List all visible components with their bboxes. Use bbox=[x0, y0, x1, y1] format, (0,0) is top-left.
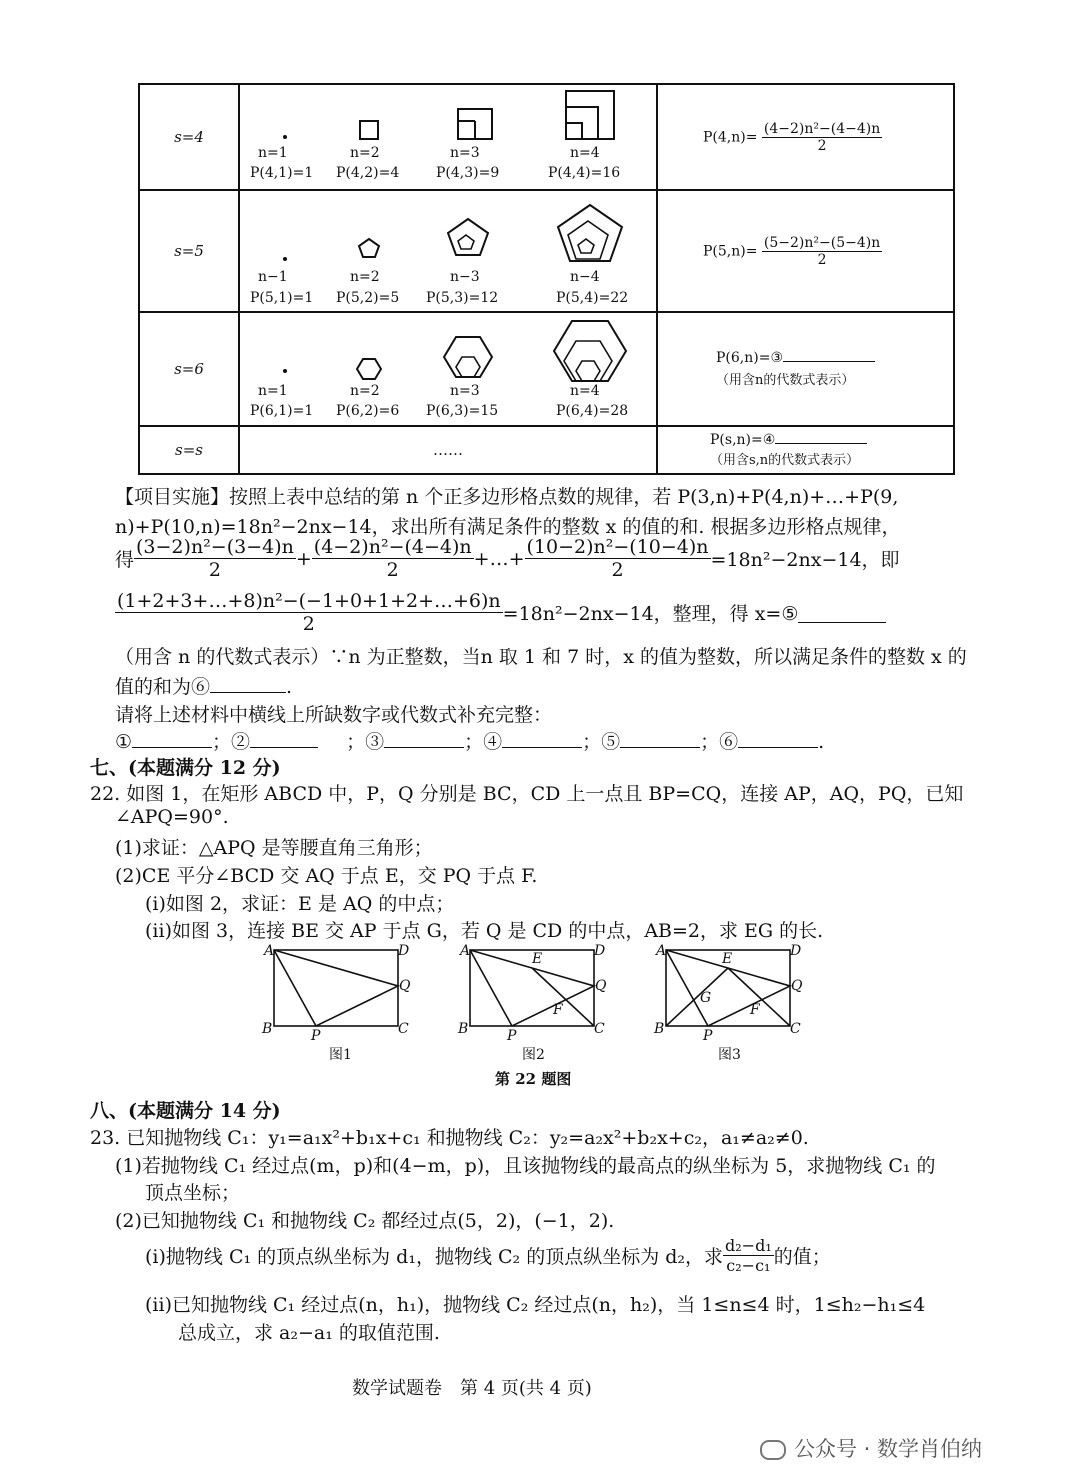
fraction bbox=[762, 235, 882, 268]
text-line: 【项目实施】按照上表中总结的第 n 个正多边形格点数的规律，若 P(3,n)+P(4,n)+…+P(9, bbox=[115, 486, 899, 508]
text-line: ∠APQ=90°. bbox=[115, 806, 229, 828]
point-label: E bbox=[532, 951, 543, 967]
caption-p: P(4,4)=16 bbox=[548, 165, 621, 181]
fraction bbox=[134, 536, 296, 581]
fraction-denominator: 2 bbox=[208, 559, 221, 581]
point-label: A bbox=[264, 943, 275, 959]
figure-caption: 图3 bbox=[718, 1047, 741, 1063]
text: ① bbox=[115, 731, 133, 753]
point-label: D bbox=[790, 943, 802, 959]
point-label: F bbox=[750, 1002, 760, 1018]
blank-3[interactable] bbox=[783, 361, 875, 362]
formula-left: P(5,n)= bbox=[703, 243, 758, 259]
text: ；⑥ bbox=[700, 731, 739, 753]
text-line: (ii)已知抛物线 C₁ 经过点(n，h₁)，抛物线 C₂ 经过点(n，h₂)，当 1≤n≤4 时，1≤h₂−h₁≤4 bbox=[145, 1294, 926, 1316]
point-label: P bbox=[507, 1028, 517, 1044]
fraction-numerator: (10−2)n²−(10−4)n bbox=[526, 536, 709, 558]
answer-blank[interactable] bbox=[384, 729, 464, 748]
caption-n: n=3 bbox=[450, 383, 480, 399]
caption-n: n=1 bbox=[258, 383, 288, 399]
text-line: 请将上述材料中横线上所缺数字或代数式补充完整： bbox=[115, 704, 553, 726]
point-label: B bbox=[654, 1021, 665, 1037]
blank-5[interactable] bbox=[798, 602, 886, 623]
fraction-numerator: (5−2)n²−(5−4)n bbox=[763, 234, 881, 251]
table-row bbox=[139, 84, 954, 190]
s-label: s=4 bbox=[139, 84, 239, 190]
fraction-numerator: (4−2)n²−(4−4)n bbox=[313, 536, 472, 558]
wechat-icon bbox=[760, 1440, 786, 1460]
fraction-denominator: 2 bbox=[817, 251, 827, 268]
section-heading: 七、(本题满分 12 分) bbox=[90, 757, 281, 779]
fraction-denominator: 2 bbox=[817, 137, 827, 154]
fraction-denominator: 2 bbox=[386, 559, 399, 581]
text-line bbox=[115, 672, 292, 699]
section-heading: 八、(本题满分 14 分) bbox=[90, 1100, 281, 1122]
text: ；② bbox=[212, 731, 251, 753]
text-line: （用含 n 的代数式表示）∵n 为正整数，当n 取 1 和 7 时，x 的值为整数，所以满足条件的整数 x 的 bbox=[115, 646, 967, 668]
point-label: P bbox=[703, 1028, 713, 1044]
figure-cell bbox=[239, 84, 657, 190]
text-line: n)+P(10,n)=18n²−2nx−14，求出所有满足条件的整数 x 的值的和. 根据多边形格点规律， bbox=[115, 516, 901, 538]
question-22: 22. 如图 1，在矩形 ABCD 中，P，Q 分别是 BC，CD 上一点且 BP=CQ，连接 AP，AQ，PQ，已知 bbox=[90, 783, 964, 805]
point-label: P bbox=[311, 1028, 321, 1044]
point-label: Q bbox=[791, 978, 803, 994]
point-label: G bbox=[700, 990, 712, 1006]
text: =18n²−2nx−14，即 bbox=[710, 549, 900, 571]
text-line: 总成立，求 a₂−a₁ 的取值范围. bbox=[178, 1322, 440, 1344]
point-label: A bbox=[656, 943, 667, 959]
caption-n: n=1 bbox=[258, 145, 288, 161]
point-label: D bbox=[594, 943, 606, 959]
text: 得 bbox=[115, 549, 135, 571]
table-row bbox=[139, 426, 954, 474]
fraction-denominator: 2 bbox=[611, 559, 624, 581]
text-line bbox=[145, 1236, 831, 1275]
text: ；④ bbox=[464, 731, 503, 753]
fraction-numerator: (3−2)n²−(3−4)n bbox=[136, 536, 294, 558]
dots: …… bbox=[239, 426, 657, 474]
caption-p: P(5,2)=5 bbox=[336, 290, 400, 306]
text: ；⑤ bbox=[582, 731, 621, 753]
formula-left: P(6,n)=③ bbox=[716, 349, 783, 366]
fraction-denominator: c₂−c₁ bbox=[726, 1256, 771, 1275]
page-footer: 数学试题卷 第 4 页(共 4 页) bbox=[352, 1378, 592, 1399]
answer-blank[interactable] bbox=[132, 729, 212, 748]
text-line: (2)CE 平分∠BCD 交 AQ 于点 E，交 PQ 于点 F. bbox=[115, 865, 538, 887]
text: 值的和为⑥ bbox=[115, 676, 211, 698]
figure-cell bbox=[239, 190, 657, 312]
point-label: D bbox=[398, 943, 410, 959]
text-line: 顶点坐标； bbox=[145, 1182, 241, 1204]
fraction bbox=[525, 536, 711, 581]
caption-n: n−1 bbox=[258, 269, 288, 285]
figure-caption: 图2 bbox=[522, 1047, 545, 1063]
figure-title: 第 22 题图 bbox=[495, 1070, 572, 1088]
blank-6[interactable] bbox=[210, 674, 286, 693]
formula bbox=[658, 235, 953, 268]
text: 的值； bbox=[773, 1246, 831, 1268]
s-label: s=6 bbox=[139, 312, 239, 426]
text: (i)抛物线 C₁ 的顶点纵坐标为 d₁，抛物线 C₂ 的顶点纵坐标为 d₂，求 bbox=[145, 1246, 724, 1268]
fraction-numerator: d₂−d₁ bbox=[725, 1236, 772, 1255]
answer-blank[interactable] bbox=[250, 729, 318, 748]
fraction bbox=[115, 590, 503, 635]
formula-note: （用含s,n的代数式表示） bbox=[710, 452, 860, 468]
caption-n: n=2 bbox=[350, 145, 380, 161]
s-label: s=s bbox=[139, 426, 239, 474]
figure-cell bbox=[239, 312, 657, 426]
caption-n: n=4 bbox=[570, 145, 600, 161]
text: . bbox=[286, 676, 293, 698]
formula bbox=[658, 121, 953, 154]
point-label: B bbox=[262, 1021, 273, 1037]
sum-equation bbox=[115, 536, 900, 581]
watermark bbox=[760, 1433, 982, 1463]
caption-p: P(5,3)=12 bbox=[426, 290, 499, 306]
caption-n: n=2 bbox=[350, 269, 380, 285]
caption-n: n=4 bbox=[570, 383, 600, 399]
text-line: (ii)如图 3，连接 BE 交 AP 于点 G，若 Q 是 CD 的中点，AB=2，求 EG 的长. bbox=[145, 920, 824, 942]
question-23: 23. 已知抛物线 C₁：y₁=a₁x²+b₁x+c₁ 和抛物线 C₂：y₂=a₂x²+b₂x+c₂，a₁≠a₂≠0. bbox=[90, 1127, 809, 1149]
point-label: B bbox=[458, 1021, 469, 1037]
text-line: (1)若抛物线 C₁ 经过点(m，p)和(4−m，p)，且该抛物线的最高点的纵坐标为 5，求抛物线 C₁ 的 bbox=[115, 1155, 936, 1177]
caption-n: n=3 bbox=[450, 145, 480, 161]
point-label: C bbox=[790, 1021, 801, 1037]
caption-p: P(6,3)=15 bbox=[426, 403, 499, 419]
caption-p: P(4,2)=4 bbox=[336, 165, 400, 181]
plus: + bbox=[295, 547, 312, 570]
fraction bbox=[312, 536, 474, 581]
text: ；③ bbox=[346, 731, 385, 753]
caption-p: P(5,4)=22 bbox=[556, 290, 629, 306]
point-label: Q bbox=[399, 978, 411, 994]
caption-p: P(6,4)=28 bbox=[556, 403, 629, 419]
point-label: C bbox=[398, 1021, 409, 1037]
formula bbox=[658, 430, 953, 471]
formula-cell bbox=[657, 190, 954, 312]
formula-note: （用含n的代数式表示） bbox=[716, 372, 855, 388]
caption-n: n−3 bbox=[450, 269, 480, 285]
text-line: (2)已知抛物线 C₁ 和抛物线 C₂ 都经过点(5，2)，(−1，2). bbox=[115, 1210, 615, 1232]
point-label: E bbox=[722, 951, 733, 967]
point-label: A bbox=[460, 943, 471, 959]
fraction bbox=[762, 121, 882, 154]
fraction-numerator: (4−2)n²−(4−4)n bbox=[763, 120, 881, 137]
answer-blank[interactable] bbox=[502, 729, 582, 748]
s-label: s=5 bbox=[139, 190, 239, 312]
text: =18n²−2nx−14，整理，得 x=⑤ bbox=[502, 603, 799, 625]
caption-p: P(6,1)=1 bbox=[250, 403, 314, 419]
fraction bbox=[723, 1236, 774, 1275]
fraction-numerator: (1+2+3+…+8)n²−(−1+0+1+2+…+6)n bbox=[117, 590, 501, 612]
formula-cell bbox=[657, 84, 954, 190]
answer-blank[interactable] bbox=[620, 729, 700, 748]
table-row bbox=[139, 190, 954, 312]
formula-cell bbox=[657, 312, 954, 426]
answer-blank[interactable] bbox=[738, 729, 818, 748]
formula-left: P(4,n)= bbox=[703, 129, 758, 145]
caption-p: P(4,3)=9 bbox=[436, 165, 500, 181]
caption-p: P(5,1)=1 bbox=[250, 290, 314, 306]
text-line: (i)如图 2，求证：E 是 AQ 的中点； bbox=[145, 893, 455, 915]
formula-left: P(s,n)=④ bbox=[710, 431, 776, 448]
caption-n: n−4 bbox=[570, 269, 600, 285]
point-label: F bbox=[553, 1002, 563, 1018]
answer-blanks bbox=[115, 727, 824, 754]
text-line: (1)求证：△APQ 是等腰直角三角形； bbox=[115, 837, 433, 859]
caption-p: P(6,2)=6 bbox=[336, 403, 400, 419]
text: . bbox=[818, 731, 825, 753]
figure-caption: 图1 bbox=[329, 1047, 352, 1063]
fraction-denominator: 2 bbox=[302, 613, 315, 635]
caption-p: P(4,1)=1 bbox=[250, 165, 314, 181]
caption-n: n=2 bbox=[350, 383, 380, 399]
point-label: C bbox=[594, 1021, 605, 1037]
formula-cell bbox=[657, 426, 954, 474]
watermark-text: 公众号 · 数学肖伯纳 bbox=[794, 1437, 983, 1461]
polygon-lattice-table bbox=[138, 83, 955, 475]
table-row bbox=[139, 312, 954, 426]
formula bbox=[658, 347, 953, 392]
plus: +…+ bbox=[473, 547, 525, 570]
point-label: Q bbox=[595, 978, 607, 994]
blank-4[interactable] bbox=[775, 443, 867, 444]
simplified-equation bbox=[115, 590, 886, 635]
